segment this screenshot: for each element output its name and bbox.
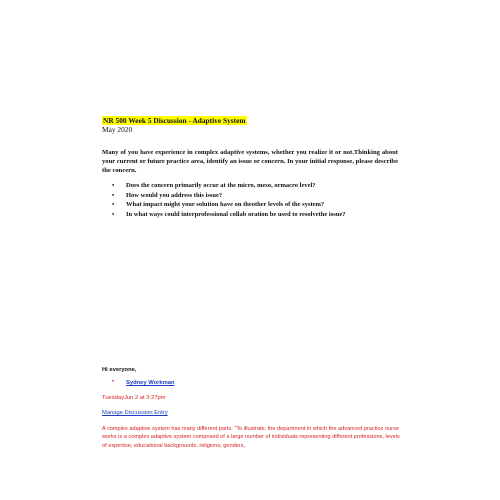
bullet-icon: • [112, 210, 115, 218]
bullet-icon: • [112, 201, 115, 208]
list-item [110, 200, 346, 210]
question-text: Does the concern primarily occur at the micro, meso, ormacro level? [126, 182, 316, 189]
list-item [110, 191, 346, 201]
bullet-icon: • [112, 182, 115, 189]
post-timestamp: TuesdayJun 2 at 3:27pm [102, 395, 166, 401]
question-list [110, 181, 346, 219]
list-item [110, 210, 346, 220]
document-title: NR 500 Week 5 Discussion - Adaptive System [103, 116, 246, 125]
bullet-icon: • [112, 379, 115, 385]
question-text: In what ways could interprofessional collab oration be used to resolvethe issue? [126, 210, 346, 218]
author-link[interactable]: Sydney Workman [126, 380, 175, 386]
post-greeting: Hi everyone, [102, 367, 137, 373]
document-date: May 2020 [102, 125, 133, 134]
manage-discussion-link[interactable]: Manage Discussion Entry [102, 410, 168, 416]
question-text: How would you address this issue? [126, 191, 223, 199]
discussion-prompt: Many of you have experience in complex adaptive systems, whether you realize it or not.Thinking about your current or future practice area, identify an issue or concern. In your initial response, please describe the concern. [102, 149, 398, 175]
list-item [110, 181, 346, 191]
post-author-row [112, 380, 175, 386]
question-text: What impact might your solution have on theother levels of the system? [126, 201, 325, 208]
bullet-icon: • [112, 191, 115, 199]
post-body: A complex adaptive system has many different parts. "To illustrate, the department in which the advanced practice nurse works is a complex adaptive system composed of a large number of individuals representing different professions, levels of expertise, educational backgrounds, religions, genders, [102, 426, 400, 449]
